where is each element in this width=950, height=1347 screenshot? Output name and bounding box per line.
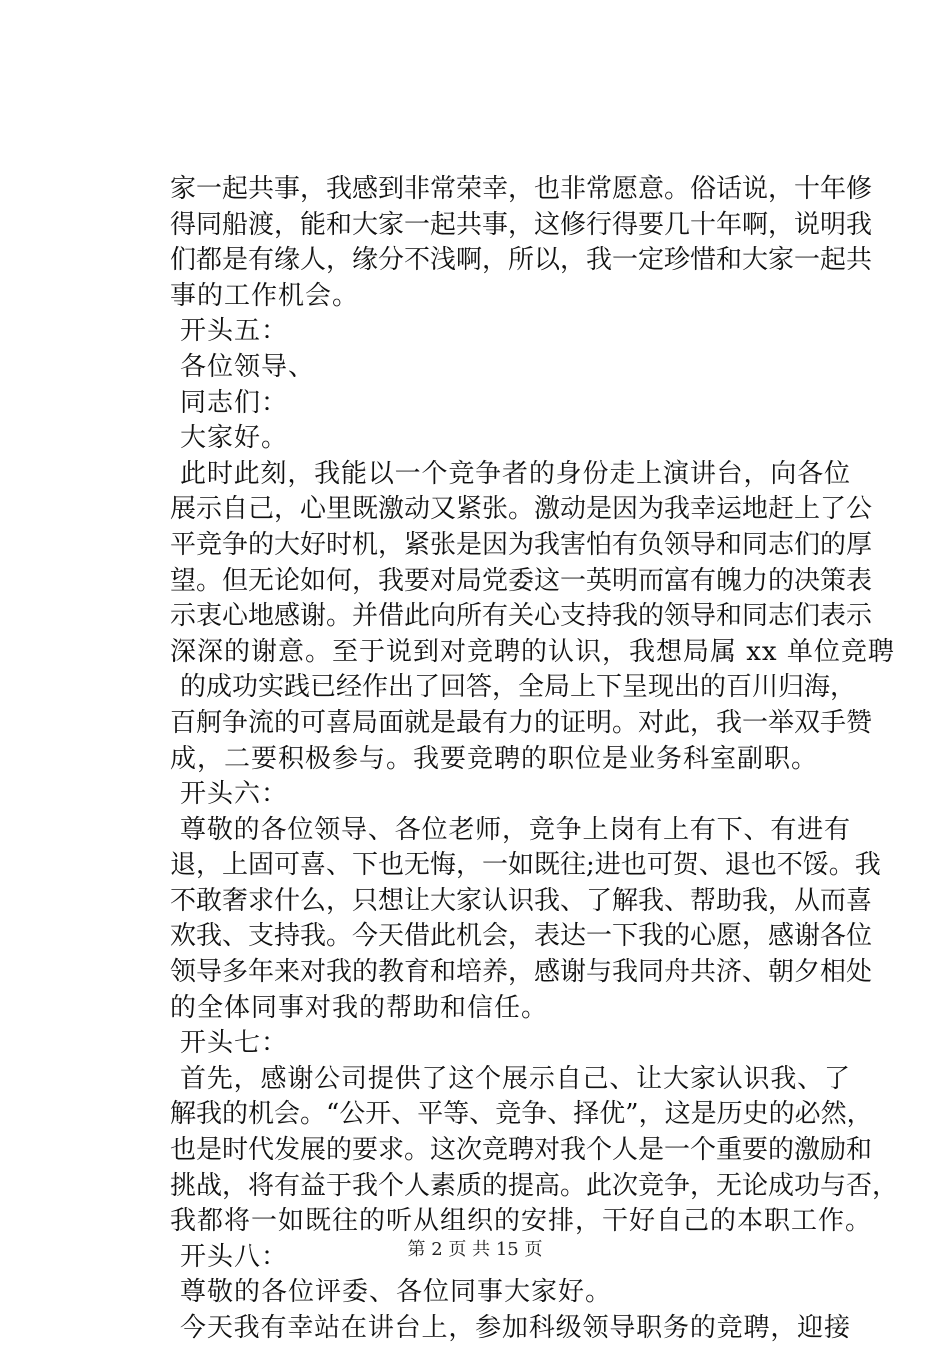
document-line: 示衷心地感谢。并借此向所有关心支持我的领导和同志们表示 (170, 601, 873, 632)
document-line: 深深的谢意。至于说到对竞聘的认识，我想局属 xx 单位竞聘 (170, 636, 895, 667)
document-line: 尊敬的各位评委、各位同事大家好。 (180, 1277, 613, 1308)
document-line: 欢我、支持我。今天借此机会，表达一下我的心愿，感谢各位 (170, 921, 873, 952)
document-line: 大家好。 (180, 423, 289, 454)
document-line: 此时此刻，我能以一个竞争者的身份走上演讲台，向各位 (180, 458, 850, 489)
document-line: 各位领导、 (180, 351, 316, 382)
document-line: 开头八： (180, 1241, 289, 1272)
document-line: 家一起共事，我感到非常荣幸，也非常愿意。俗话说，十年修 (170, 174, 873, 204)
document-line: 首先，感谢公司提供了这个展示自己、让大家认识我、了 (180, 1063, 850, 1094)
document-line: 百舸争流的可喜局面就是最有力的证明。对此，我一举双手赞 (170, 707, 873, 738)
document-line: 事的工作机会。 (170, 280, 360, 311)
document-line: 退，上固可喜、下也无悔，一如既往;进也可贺、退也不馁。我 (170, 850, 881, 881)
page-footer: 第 2 页 共 15 页 (407, 1239, 543, 1260)
document-line: 不敢奢求什么，只想让大家认识我、了解我、帮助我，从而喜 (170, 885, 873, 916)
document-line: 开头五： (180, 316, 289, 347)
document-line: 成，二要积极参与。我要竞聘的职位是业务科室副职。 (170, 743, 819, 774)
document-line: 领导多年来对我的教育和培养，感谢与我同舟共济、朝夕相处 (170, 957, 873, 988)
document-line: 的全体同事对我的帮助和信任。 (170, 992, 549, 1023)
document-line: 的成功实践已经作出了回答，全局上下呈现出的百川归海， (180, 672, 857, 703)
document-line: 们都是有缘人，缘分不浅啊，所以，我一定珍惜和大家一起共 (170, 245, 873, 276)
document-line: 展示自己，心里既激动又紧张。激动是因为我幸运地赶上了公 (170, 494, 873, 525)
document-line: 同志们： (180, 387, 289, 418)
document-line: 开头六： (180, 779, 289, 810)
document-line: 平竞争的大好时机，紧张是因为我害怕有负领导和同志们的厚 (170, 529, 873, 560)
document-line: 我都将一如既往的听从组织的安排，干好自己的本职工作。 (170, 1206, 873, 1237)
document-line: 挑战，将有益于我个人素质的提高。此次竞争，无论成功与否， (170, 1170, 899, 1201)
document-line: 得同船渡，能和大家一起共事，这修行得要几十年啊，说明我 (170, 209, 873, 240)
document-line: 也是时代发展的要求。这次竞聘对我个人是一个重要的激励和 (170, 1135, 873, 1166)
document-line: 解我的机会。“公开、平等、竞争、择优”，这是历史的必然， (170, 1099, 873, 1130)
document-line: 今天我有幸站在讲台上，参加科级领导职务的竞聘，迎接 (180, 1313, 850, 1343)
document-line: 尊敬的各位领导、各位老师，竞争上岗有上有下、有进有 (180, 814, 850, 845)
document-line: 开头七： (180, 1028, 289, 1059)
document-body (170, 172, 899, 1347)
document-line: 望。但无论如何，我要对局党委这一英明而富有魄力的决策表 (170, 565, 873, 596)
